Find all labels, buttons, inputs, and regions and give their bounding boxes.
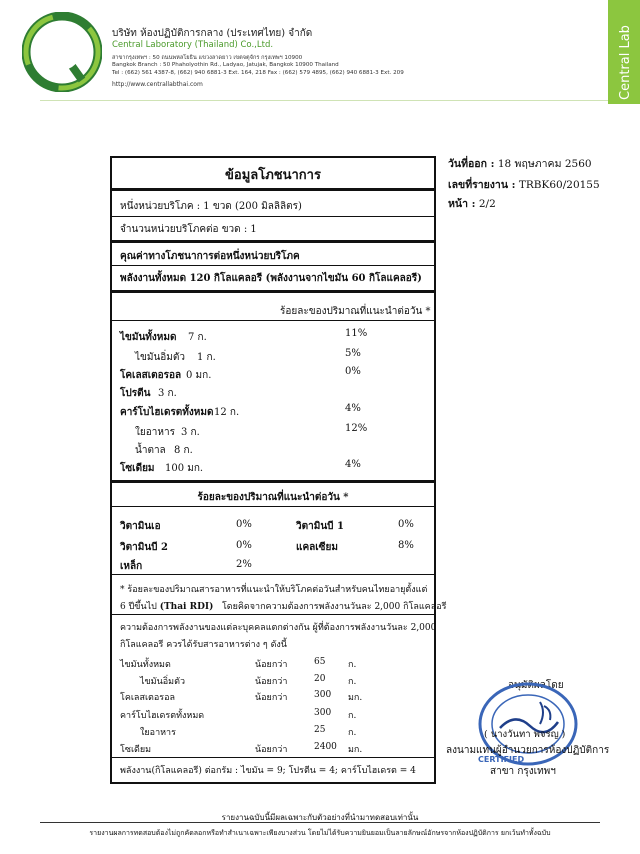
nutrient-percent: 5% <box>345 348 361 359</box>
limit-value: 300 <box>314 708 332 718</box>
divider <box>112 188 434 191</box>
servings-per-container: จำนวนหน่วยบริโภคต่อ ขวด : 1 <box>120 224 257 235</box>
nutrient-name: โซเดียม <box>120 463 155 474</box>
company-website: http://www.centrallabthai.com <box>112 81 203 88</box>
nutrient-name: ไขมันทั้งหมด <box>120 332 177 343</box>
header-rule <box>40 100 608 101</box>
footer-validity-note: รายงานฉบับนี้มีผลเฉพาะกับตัวอย่างที่นำมาทดสอบเท่านั้น <box>221 813 419 822</box>
nutrient-name: น้ำตาล <box>135 445 166 456</box>
nutrition-value-header: คุณค่าทางโภชนาการต่อหนึ่งหน่วยบริโภค <box>120 251 300 262</box>
company-logo <box>22 12 102 92</box>
limit-value: 300 <box>314 690 332 700</box>
limit-comparator: น้อยกว่า <box>255 745 288 755</box>
footnote-thai-rdi: (Thai RDI) <box>159 602 214 612</box>
limit-unit: ก. <box>348 660 357 670</box>
vitamin-rdi-header: ร้อยละของปริมาณที่แนะนำต่อวัน * <box>197 492 349 503</box>
vitamin-name: แคลเซียม <box>296 542 338 553</box>
limit-value: 20 <box>314 674 326 684</box>
approver-position: ลงนามแทนผู้อำนวยการห้องปฏิบัติการ <box>446 745 610 756</box>
limit-nutrient: โคเลสเตอรอล <box>120 693 176 703</box>
limit-value: 25 <box>314 725 326 735</box>
divider <box>112 290 434 293</box>
vitamin-percent: 2% <box>236 559 252 570</box>
vitamin-percent: 0% <box>236 540 252 551</box>
page-number: 2/2 <box>478 198 496 210</box>
vitamin-name: วิตามินเอ <box>120 521 161 532</box>
nutrient-amount: 3 ก. <box>158 388 177 399</box>
issue-date-row <box>448 155 592 172</box>
vitamin-percent: 0% <box>236 519 252 530</box>
issue-date: 18 พฤษภาคม 2560 <box>497 158 592 170</box>
issue-date-label: วันที่ออก : <box>448 158 495 170</box>
divider <box>112 757 434 758</box>
nutrient-amount: 3 ก. <box>181 427 200 438</box>
divider <box>112 265 434 266</box>
divider <box>112 614 434 615</box>
nutrient-amount: 1 ก. <box>197 352 216 363</box>
limit-nutrient: โซเดียม <box>120 745 152 755</box>
page-number-row <box>448 195 496 212</box>
limit-nutrient: ไขมันอิ่มตัว <box>140 677 185 687</box>
rdi-header: ร้อยละของปริมาณที่แนะนำต่อวัน * <box>280 306 431 317</box>
svg-text:Central Lab: Central Lab <box>618 25 633 100</box>
energy-note-line-2: กิโลแคลอรี ควรได้รับสารอาหารต่าง ๆ ดังนี้ <box>120 640 287 650</box>
report-number: TRBK60/20155 <box>518 179 600 191</box>
company-name-thai: บริษัท ห้องปฏิบัติการกลาง (ประเทศไทย) จำกัด <box>112 28 313 39</box>
nutrient-name: ใยอาหาร <box>135 427 175 438</box>
footnote-line-1: * ร้อยละของปริมาณสารอาหารที่แนะนำให้บริโภคต่อวันสำหรับคนไทยอายุตั้งแต่ <box>120 585 428 595</box>
energy-total: พลังงานทั้งหมด 120 กิโลแคลอรี (พลังงานจากไขมัน 60 กิโลแคลอรี) <box>120 273 422 284</box>
footnote-energy-basis: โดยคิดจากความต้องการพลังงานวันละ 2,000 กิโลแคลอรี <box>221 602 447 612</box>
brand-tab-label <box>608 0 640 104</box>
nutrient-name: โปรตีน <box>120 388 151 399</box>
footnote-age: 6 ปีขึ้นไป <box>120 602 157 612</box>
limit-unit: ก. <box>348 711 357 721</box>
nutrient-name: โคเลสเตอรอล <box>120 370 182 381</box>
approver-name: ( นางวันทา พจรญ ) <box>484 729 566 740</box>
limit-nutrient: ไขมันทั้งหมด <box>120 660 171 670</box>
phone-fax: Tel : (662) 561 4387-8, (662) 940 6881-3 Ext. 164, 218 Fax : (662) 579 4895, (662) 940 6881-3 Ext. 209 <box>112 70 404 76</box>
limit-comparator: น้อยกว่า <box>255 677 288 687</box>
vitamin-name: วิตามินบี 1 <box>296 521 344 532</box>
limit-comparator: น้อยกว่า <box>255 660 288 670</box>
limit-unit: ก. <box>348 728 357 738</box>
address-thai: สาขากรุงเทพฯ : 50 ถนนพหลโยธิน แขวงลาดยาว เขตจตุจักร กรุงเทพฯ 10900 <box>112 55 303 61</box>
limit-nutrient: ใยอาหาร <box>140 728 176 738</box>
nutrient-amount: 12 ก. <box>214 407 240 418</box>
divider <box>112 216 434 217</box>
footer-copy-restriction: รายงานผลการทดสอบต้องไม่ถูกคัดลอกหรือทำสำเนาเฉพาะเพียงบางส่วน โดยไม่ได้รับความยินยอมเป็นลายลักษณ์อักษรจากห้องปฏิบัติการ ยกเว้นทำทั้งฉบับ <box>89 829 551 837</box>
limit-unit: ก. <box>348 677 357 687</box>
footnote-line-2 <box>120 599 446 613</box>
approver-branch: สาขา กรุงเทพฯ <box>490 766 556 777</box>
stamp-certified-text: CERTIFIED <box>478 755 525 764</box>
nutrition-title: ข้อมูลโภชนาการ <box>225 168 321 183</box>
nutrient-amount: 8 ก. <box>174 445 193 456</box>
approved-by-label: อนุมัติผลโดย <box>508 680 564 691</box>
nutrient-percent: 11% <box>345 328 368 339</box>
page-label: หน้า : <box>448 198 476 210</box>
divider <box>112 506 434 507</box>
vitamin-name: วิตามินบี 2 <box>120 542 168 553</box>
divider <box>112 480 434 483</box>
nutrient-name: คาร์โบไฮเดรตทั้งหมด <box>120 407 214 418</box>
vitamin-name: เหล็ก <box>120 561 143 572</box>
divider <box>112 574 434 575</box>
nutrient-name: ไขมันอิ่มตัว <box>135 352 185 363</box>
report-number-label: เลขที่รายงาน : <box>448 179 516 191</box>
divider <box>112 240 434 243</box>
company-name-english: Central Laboratory (Thailand) Co.,Ltd. <box>112 40 274 50</box>
limit-nutrient: คาร์โบไฮเดรตทั้งหมด <box>120 711 205 721</box>
footer-rule <box>40 822 600 823</box>
divider <box>112 320 434 321</box>
serving-size: หนึ่งหน่วยบริโภค : 1 ขวด (200 มิลลิลิตร) <box>120 201 302 212</box>
limit-unit: มก. <box>348 693 363 703</box>
limit-value: 2400 <box>314 742 337 752</box>
nutrient-amount: 0 มก. <box>186 370 212 381</box>
nutrient-percent: 0% <box>345 366 361 377</box>
nutrient-percent: 4% <box>345 459 361 470</box>
report-number-row <box>448 176 600 193</box>
nutrient-amount: 7 ก. <box>188 332 207 343</box>
energy-note-line-1: ความต้องการพลังงานของแต่ละบุคคลแตกต่างกัน ผู้ที่ต้องการพลังงานวันละ 2,000 <box>120 623 437 633</box>
limit-comparator: น้อยกว่า <box>255 693 288 703</box>
nutrient-percent: 4% <box>345 403 361 414</box>
nutrient-percent: 12% <box>345 423 368 434</box>
vitamin-percent: 0% <box>398 519 414 530</box>
limit-unit: มก. <box>348 745 363 755</box>
vitamin-percent: 8% <box>398 540 414 551</box>
address-english: Bangkok Branch : 50 Phaholyothin Rd., Ladyao, Jatujak, Bangkok 10900 Thailand <box>112 62 339 68</box>
energy-per-gram: พลังงาน(กิโลแคลอรี) ต่อกรัม : ไขมัน = 9; โปรตีน = 4; คาร์โบไฮเดรต = 4 <box>120 766 416 776</box>
nutrient-amount: 100 มก. <box>165 463 204 474</box>
limit-value: 65 <box>314 657 326 667</box>
